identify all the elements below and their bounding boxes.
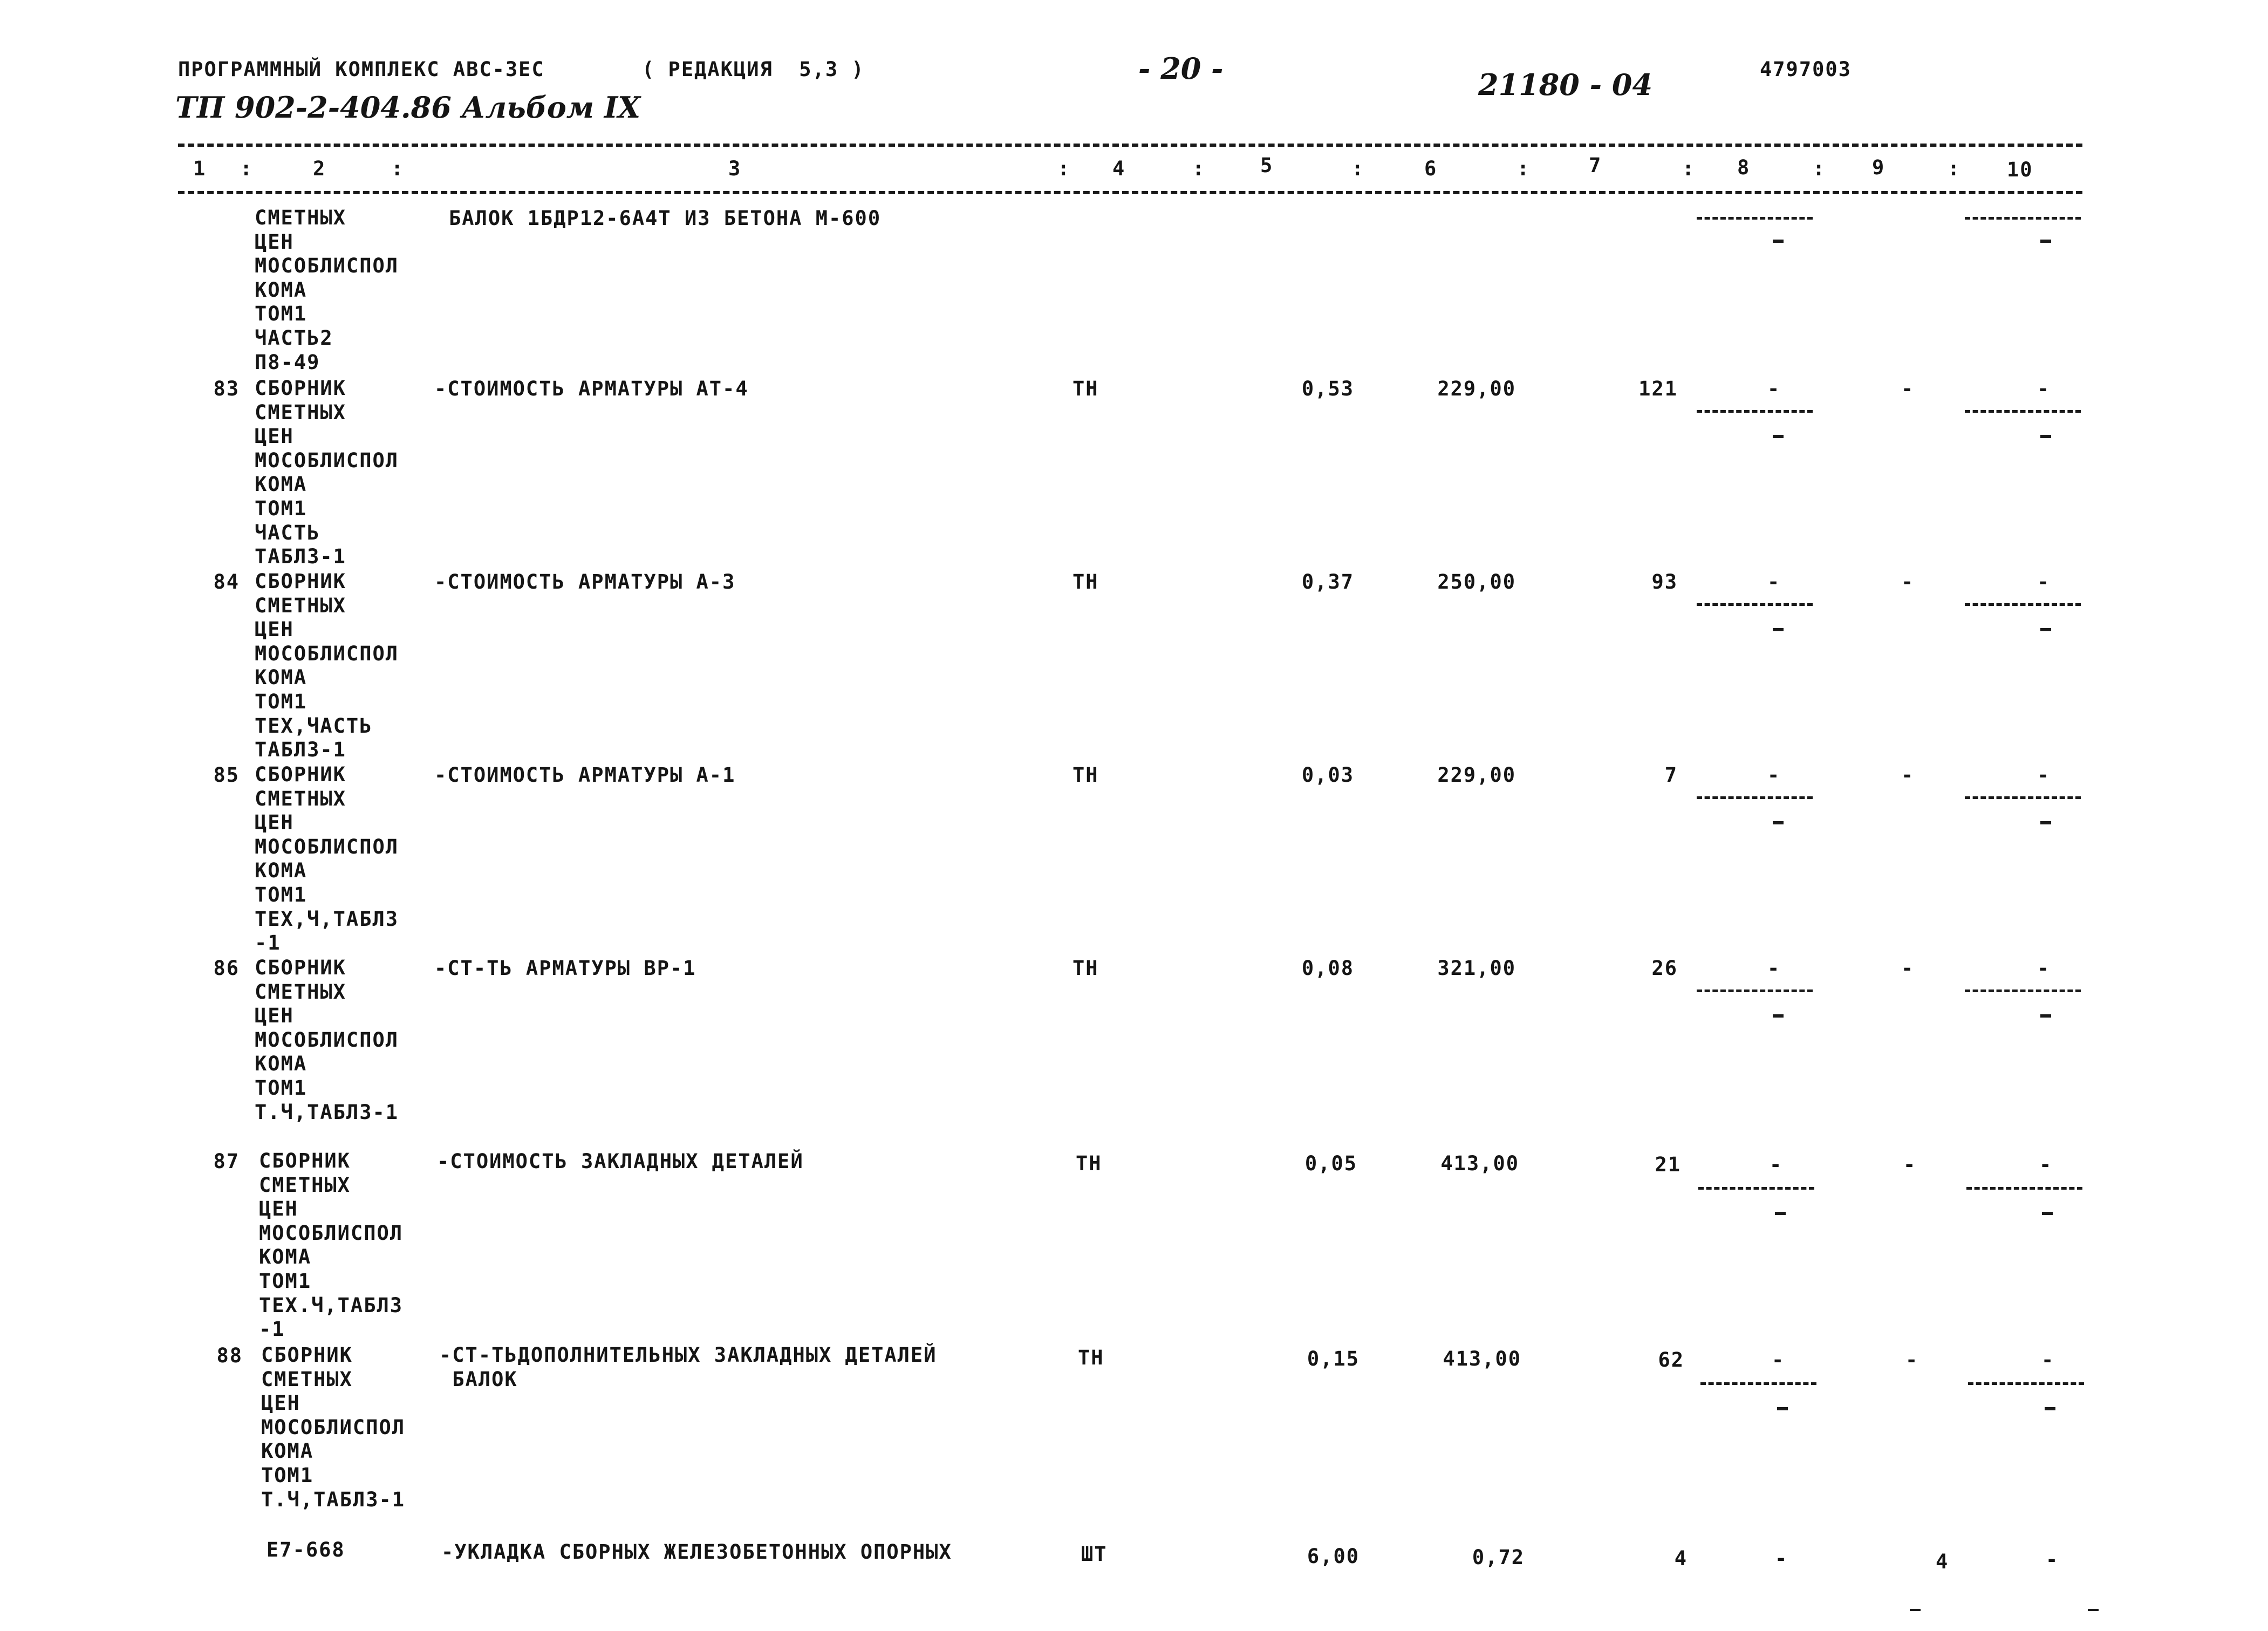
col8-subtotal-rule xyxy=(1697,603,1813,606)
colnum-1: 1 xyxy=(193,157,207,180)
col10-cell: - xyxy=(2046,1548,2059,1571)
source-cell: СБОРНИК СМЕТНЫХ ЦЕН МОСОБЛИСПОЛ КОМА ТОМ1 Т.Ч,ТАБЛ3-1 xyxy=(261,1343,406,1511)
row-number: 86 xyxy=(213,957,240,980)
col8-dash xyxy=(1777,1407,1788,1410)
description-cell: -СТОИМОСТЬ АРМАТУРЫ А-1 xyxy=(434,763,736,787)
row-number: 83 xyxy=(213,377,240,400)
col8-dash xyxy=(1773,240,1784,243)
col-separator: : xyxy=(1351,157,1365,180)
col8-cell: - xyxy=(1767,957,1781,980)
col8-subtotal-rule xyxy=(1697,796,1813,799)
col9-cell: - xyxy=(1903,1153,1917,1176)
colnum-10: 10 xyxy=(2007,158,2033,181)
row-number: 84 xyxy=(213,570,240,593)
col8-cell: - xyxy=(1767,377,1781,400)
col10-subtotal-rule xyxy=(1965,989,2081,992)
col10-cell: - xyxy=(2041,1348,2055,1371)
col9-cell: - xyxy=(1901,763,1915,787)
price-cell: 229,00 xyxy=(1437,377,1516,400)
colnum-6: 6 xyxy=(1424,157,1438,180)
col8-subtotal-rule xyxy=(1697,989,1813,992)
col10-dash xyxy=(2040,628,2051,631)
source-cell: СБОРНИК СМЕТНЫХ ЦЕН МОСОБЛИСПОЛ КОМА ТОМ1 Т.Ч,ТАБЛ3-1 xyxy=(255,956,399,1124)
col9-cell: 4 xyxy=(1936,1550,1949,1573)
col10-cell: - xyxy=(2039,1153,2053,1176)
qty-cell: 0,08 xyxy=(1301,957,1354,980)
price-cell: 413,00 xyxy=(1443,1347,1521,1370)
price-cell: 250,00 xyxy=(1437,570,1516,593)
col-separator: : xyxy=(1948,157,1961,180)
total-cell: 4 xyxy=(1674,1547,1688,1570)
col8-dash xyxy=(1773,435,1784,438)
col10-cell: - xyxy=(2037,377,2051,400)
col8-cell: - xyxy=(1772,1348,1785,1371)
source-cell: СБОРНИК СМЕТНЫХ ЦЕН МОСОБЛИСПОЛ КОМА ТОМ1 ТЕХ.Ч,ТАБЛ3 -1 xyxy=(259,1149,404,1341)
colnum-9: 9 xyxy=(1872,156,1886,179)
unit-cell: ТН xyxy=(1078,1346,1104,1369)
qty-cell: 0,03 xyxy=(1301,763,1354,787)
col8-dash xyxy=(1773,1014,1784,1018)
col10-cell: - xyxy=(2037,570,2051,593)
unit-cell: ТН xyxy=(1072,957,1099,980)
col-separator: : xyxy=(1192,157,1206,180)
source-cell: СБОРНИК СМЕТНЫХ ЦЕН МОСОБЛИСПОЛ КОМА ТОМ1 ТЕХ,ЧАСТЬ ТАБЛ3-1 xyxy=(255,570,399,762)
total-cell: 26 xyxy=(1651,957,1678,980)
unit-cell: ТН xyxy=(1072,763,1099,787)
price-cell: 0,72 xyxy=(1472,1546,1525,1569)
header-top-rule xyxy=(178,144,2082,147)
qty-cell: 0,53 xyxy=(1301,377,1354,400)
row-number: 88 xyxy=(216,1344,243,1367)
unit-cell: ТН xyxy=(1072,377,1099,400)
col10-subtotal-rule xyxy=(1965,217,2081,220)
col9-cell: - xyxy=(1901,377,1915,400)
colnum-7: 7 xyxy=(1589,154,1602,177)
col9-cell: - xyxy=(1901,570,1915,593)
qty-cell: 0,05 xyxy=(1304,1152,1357,1175)
total-cell: 93 xyxy=(1651,570,1678,593)
col10-subtotal-rule xyxy=(1965,796,2081,799)
col-separator: : xyxy=(1813,157,1826,180)
col10-dash xyxy=(2045,1407,2055,1410)
colnum-5: 5 xyxy=(1260,154,1274,177)
price-cell: 321,00 xyxy=(1437,957,1516,980)
source-cell: СБОРНИК СМЕТНЫХ ЦЕН МОСОБЛИСПОЛ КОМА ТОМ1 ТЕХ,Ч,ТАБЛ3 -1 xyxy=(255,763,399,955)
col8-dash xyxy=(1773,628,1784,631)
col9-cell: - xyxy=(1901,957,1915,980)
doc-code-handwritten: 21180 - 04 xyxy=(1478,67,1653,102)
col8-subtotal-rule xyxy=(1697,410,1813,413)
description-cell: -СТОИМОСТЬ АРМАТУРЫ А-3 xyxy=(434,570,736,593)
col-separator: : xyxy=(1057,157,1071,180)
col9-cell: - xyxy=(1905,1348,1919,1371)
col8-subtotal-rule xyxy=(1700,1382,1816,1385)
col10-cell: - xyxy=(2037,763,2051,787)
col8-cell: - xyxy=(1770,1153,1783,1176)
program-title: ПРОГРАММНЫЙ КОМПЛЕКС АВС-ЗЕС xyxy=(178,58,545,81)
col-separator: : xyxy=(1517,157,1531,180)
page-number: - 20 - xyxy=(1138,51,1224,86)
col8-dash xyxy=(1775,1212,1786,1215)
unit-cell: ТН xyxy=(1076,1152,1102,1175)
col10-cell: - xyxy=(2037,957,2051,980)
col8-cell: - xyxy=(1775,1547,1788,1570)
colnum-3: 3 xyxy=(728,157,742,180)
qty-cell: 0,37 xyxy=(1301,570,1354,593)
col8-subtotal-rule xyxy=(1697,217,1813,220)
qty-cell: 0,15 xyxy=(1307,1347,1360,1370)
edition-label: ( РЕДАКЦИЯ 5,3 ) xyxy=(642,58,865,81)
header-bottom-rule xyxy=(178,191,2082,194)
col-separator: : xyxy=(240,157,254,180)
col8-subtotal-rule xyxy=(1698,1187,1814,1190)
qty-cell: 6,00 xyxy=(1307,1545,1360,1568)
colnum-4: 4 xyxy=(1112,157,1126,180)
total-cell: 121 xyxy=(1638,377,1678,400)
colnum-8: 8 xyxy=(1737,156,1751,179)
description-cell: -СТ-ТЬДОПОЛНИТЕЛЬНЫХ ЗАКЛАДНЫХ ДЕТАЛЕЙ БАЛОК xyxy=(439,1343,937,1391)
col10-dash xyxy=(2040,435,2051,438)
page-edge-mark xyxy=(2088,1609,2099,1611)
source-cell: СБОРНИК СМЕТНЫХ ЦЕН МОСОБЛИСПОЛ КОМА ТОМ1 ЧАСТЬ ТАБЛ3-1 xyxy=(255,377,399,569)
unit-cell: ТН xyxy=(1072,570,1099,593)
total-cell: 21 xyxy=(1655,1153,1681,1176)
source-cell: Е7-668 xyxy=(267,1538,345,1561)
total-cell: 62 xyxy=(1658,1348,1684,1371)
description-cell: -СТОИМОСТЬ ЗАКЛАДНЫХ ДЕТАЛЕЙ xyxy=(437,1150,804,1173)
project-handwritten: ТП 902-2-404.86 Альбом IX xyxy=(175,90,641,125)
col8-dash xyxy=(1773,821,1784,824)
source-cell: СМЕТНЫХ ЦЕН МОСОБЛИСПОЛ КОМА ТОМ1 ЧАСТЬ2 П8-49 xyxy=(255,206,399,374)
page-edge-mark xyxy=(1910,1609,1921,1611)
col10-dash xyxy=(2040,240,2051,243)
total-cell: 7 xyxy=(1664,763,1678,787)
col-separator: : xyxy=(391,157,405,180)
description-cell: -СТОИМОСТЬ АРМАТУРЫ АТ-4 xyxy=(434,377,749,400)
description-cell: БАЛОК 1БДР12-6А4Т ИЗ БЕТОНА М-600 xyxy=(449,207,882,230)
col10-subtotal-rule xyxy=(1968,1382,2084,1385)
col10-dash xyxy=(2040,1014,2051,1018)
col-separator: : xyxy=(1682,157,1696,180)
doc-number: 4797003 xyxy=(1760,58,1852,81)
row-number: 87 xyxy=(213,1150,240,1173)
price-cell: 413,00 xyxy=(1440,1152,1519,1175)
row-number: 85 xyxy=(213,763,240,787)
col10-subtotal-rule xyxy=(1965,603,2081,606)
col10-dash xyxy=(2040,821,2051,824)
col10-subtotal-rule xyxy=(1966,1187,2082,1190)
colnum-2: 2 xyxy=(313,157,326,180)
unit-cell: ШТ xyxy=(1081,1543,1108,1566)
col10-subtotal-rule xyxy=(1965,410,2081,413)
col8-cell: - xyxy=(1767,570,1781,593)
col10-dash xyxy=(2042,1212,2053,1215)
price-cell: 229,00 xyxy=(1437,763,1516,787)
description-cell: -УКЛАДКА СБОРНЫХ ЖЕЛЕЗОБЕТОННЫХ ОПОРНЫХ xyxy=(441,1540,952,1564)
description-cell: -СТ-ТЬ АРМАТУРЫ ВР-1 xyxy=(434,957,696,980)
col8-cell: - xyxy=(1767,763,1781,787)
